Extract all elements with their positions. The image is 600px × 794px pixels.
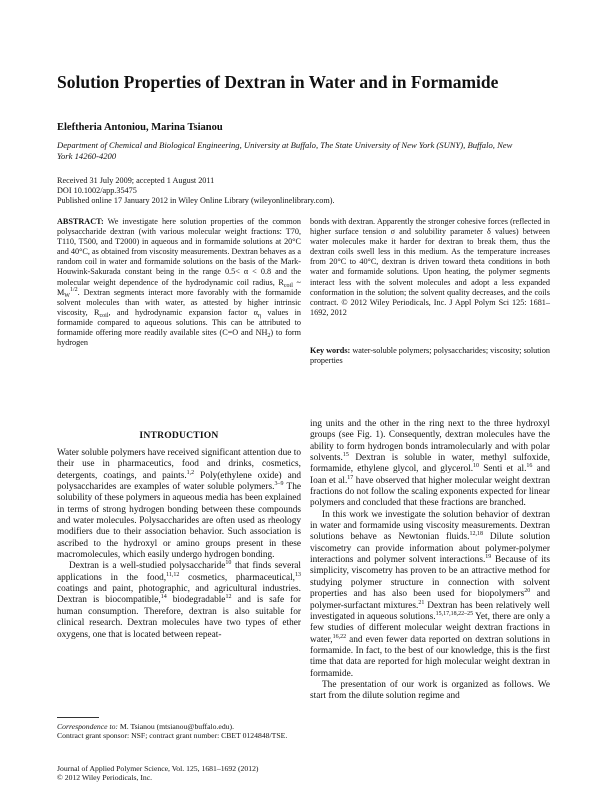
citation-ref[interactable]: 15,17,18,22–25: [435, 610, 474, 617]
citation-ref[interactable]: 21: [418, 599, 425, 606]
citation-ref[interactable]: 16: [526, 463, 533, 470]
citation-ref[interactable]: 19: [485, 554, 492, 561]
introduction-heading: INTRODUCTION: [139, 430, 219, 441]
citation-ref[interactable]: 1,2: [186, 469, 195, 476]
abstract-column-right: bonds with dextran. Apparently the stronger cohesive forces (reflected in higher surface tension σ and solubility parameter δ values) between water molecules make it harder for dextran to break them, thus the dextran coils swell less in this medium. As the temperature increases from 20°C to 40°C, dextran is driven toward theta conditions in both water and formamide solutions. Upon heating, the polymer segments interact less with the solvent molecules and adopt a less expanded conformation in the solution; the solvent quality decreases, and the coils contract. © 2012 Wiley Periodicals, Inc. J Appl Polym Sci 125: 1681–1692, 2012: [310, 217, 550, 317]
text: Dilute solution viscometry can provide information about polymer-polymer interactions and polymer solvent interactions.: [310, 532, 550, 566]
text: that finds several applications in the food,: [57, 561, 301, 583]
keywords: [310, 346, 550, 366]
paragraph: The presentation of our work is organized as follows. We start from the dilute solution regime and: [310, 679, 550, 702]
text: cosmetics, pharmaceutical,: [179, 572, 295, 583]
abstract-text: ) to form hydrogen: [57, 328, 301, 348]
paragraph: [310, 510, 550, 680]
citation-ref[interactable]: 10: [225, 560, 232, 567]
subscript: 2: [267, 333, 271, 340]
citation-ref[interactable]: 3–9: [274, 481, 284, 488]
abstract-text: We investigate here solution properties of the common polysaccharide dextran (with various molecular weight fractions: T70, T110, T500, and T2000) in aqueous and in formamide solutions at 20°C and 40°C, as obtained from viscosity measurements. Dextran behaves as a random coil in water and formamide solutions on the basis of the Mark-Houwink-Sakurada constant being in the range 0.5< α < 0.8 and the molecular weight dependence of the hydrodynamic coil radius, R: [57, 217, 301, 287]
correspondence-label: Correspondence to:: [57, 722, 118, 731]
subscript: coil: [283, 282, 293, 289]
citation-ref[interactable]: 10: [473, 463, 480, 470]
abstract-column-left: [57, 217, 301, 348]
citation-ref[interactable]: 16,22: [332, 633, 347, 640]
journal-info: Journal of Applied Polymer Science, Vol. 125, 1681–1692 (2012): [57, 764, 259, 773]
received-date: Received 31 July 2009; accepted 1 August 2011: [57, 176, 215, 185]
body-column-right: [310, 419, 550, 703]
text: coatings and paint, photographic, and agricultural industries. Dextran is biocompatible,: [57, 584, 301, 606]
text: Yet, there are only a few studies of different molecular weight dextran fractions in water,: [310, 611, 550, 645]
text: Dextran has been relatively well investigated in aqueous solutions.: [310, 600, 550, 622]
correspondence-note: [57, 722, 301, 731]
citation-ref[interactable]: 14: [160, 594, 167, 601]
keywords-text: water-soluble polymers; polysaccharides; viscosity; solution properties: [310, 346, 551, 366]
abstract-text: values in formamide compared to aqueous solutions. This can be attributed to formamide offering more readily available sites (C=O and NH: [57, 307, 301, 338]
text: and Ioan et al.: [310, 464, 550, 486]
paragraph: [57, 561, 301, 640]
citation-ref[interactable]: 17: [347, 474, 354, 481]
subscript: W: [64, 292, 70, 299]
text: and even fewer data reported on dextran solutions in formamide. In fact, to the best of our knowledge, this is the first time that data are reported for high molecular weight dextran in formamide.: [310, 634, 550, 679]
citation-ref[interactable]: 12: [225, 594, 232, 601]
text: In this work we investigate the solution behavior of dextran in water and formamide using viscosity measurements. Dextran solutions behave as Newtonian fluids.: [310, 509, 550, 543]
text: Dextran is soluble in water, methyl sulfoxide, formamide, ethylene glycol, and glycerol.: [310, 453, 550, 475]
abstract-label: ABSTRACT:: [57, 217, 104, 226]
abstract-text: ~ M: [57, 277, 301, 297]
keywords-label: Key words:: [310, 346, 351, 355]
superscript: 1/2: [69, 286, 78, 293]
paper-title: Solution Properties of Dextran in Water and in Formamide: [57, 72, 499, 92]
copyright: © 2012 Wiley Periodicals, Inc.: [57, 773, 153, 783]
citation-ref[interactable]: 12,18: [469, 531, 483, 538]
author-list: Eleftheria Antoniou, Marina Tsianou: [57, 122, 223, 133]
citation-ref[interactable]: 11,12: [166, 571, 180, 578]
subscript: η: [257, 312, 262, 319]
body-column-left: [57, 448, 301, 641]
text: have observed that higher molecular weight dextran fractions do not follow the scaling exponents expected for linear polymers and concluded that these fractions are branched.: [310, 475, 550, 509]
footnote-divider: [57, 717, 99, 718]
text: Dextran is a well-studied polysaccharide: [69, 561, 226, 572]
text: and is safe for human consumption. Therefore, dextran is also suitable for clinical research. Dextran molecules have two types of ether oxygens, one that is located between repeat-: [57, 595, 302, 640]
grant-note: Contract grant sponsor: NSF; contract grant number: CBET 0124848/TSE.: [57, 731, 288, 741]
text: The solubility of these polymers in aqueous media has been explained in terms of strong hydrogen bonding between these compounds and water molecules. Polysaccharides are often used as rheology modifiers due to their association behavior. Such association is ascribed to the hydroxyl or amino groups present in these macromolecules, which easily undergo hydrogen bonding.: [57, 482, 301, 561]
text: Water soluble polymers have received significant attention due to their use in pharmaceutics, food and drinks, cosmetics, detergents, coatings, and paints.: [57, 448, 301, 481]
abstract-text: , and hydrodynamic expansion factor α: [108, 307, 258, 317]
text: Because of its simplicity, viscometry has proven to be an attractive method for studying polymer structure in connection with solvent properties and has also been used for biopolymers: [310, 555, 550, 600]
published-online: Published online 17 January 2012 in Wiley Online Library (wileyonlinelibrary.com).: [57, 196, 335, 205]
journal-citation: [57, 764, 301, 783]
subscript: coil: [99, 312, 109, 319]
text: and polymer-surfactant mixtures.: [310, 589, 550, 611]
text: ing units and the other in the ring next to the three hydroxyl groups (see Fig. 1). Consequently, dextran molecules have the ability to form hydrogen bonds intramolecularly and with polar solvents.: [310, 419, 550, 464]
citation-ref[interactable]: 13: [295, 571, 301, 578]
paragraph: [310, 419, 550, 510]
affiliation: Department of Chemical and Biological Engineering, University at Buffalo, The State University of New York (SUNY), Buffalo, New York 14260-4200: [57, 140, 513, 161]
citation-ref[interactable]: 20: [524, 588, 531, 595]
correspondence-text[interactable]: M. Tsianou (mtsianou@buffalo.edu).: [118, 722, 235, 731]
text: Poly(ethylene oxide) and polysaccharides are examples of water soluble polymers.: [57, 470, 301, 493]
text: biodegradable: [166, 595, 226, 606]
paragraph: [57, 448, 301, 561]
publication-dates: [57, 176, 477, 206]
citation-ref[interactable]: 15: [342, 452, 349, 459]
abstract-text: . Dextran segments interact more favorably with the formamide solvent molecules than with water, as attested by higher intrinsic viscosity, R: [57, 287, 301, 317]
text: Senti et al.: [479, 464, 527, 475]
doi[interactable]: DOI 10.1002/app.35475: [57, 186, 137, 195]
footnotes: [57, 722, 301, 741]
